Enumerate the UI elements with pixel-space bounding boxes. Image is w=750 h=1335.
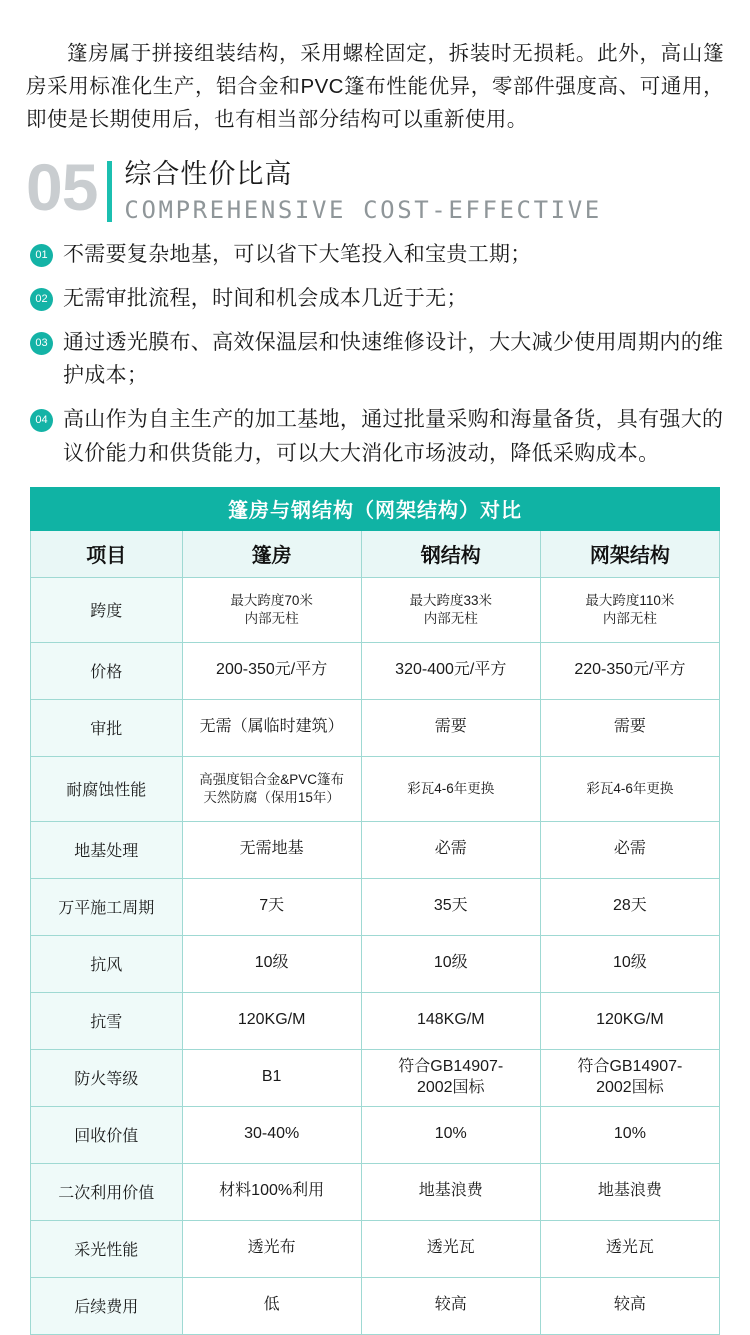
table-row-label: 回收价值 xyxy=(31,1106,183,1163)
table-header-cell: 项目 xyxy=(31,530,183,577)
table-cell: 120KG/M xyxy=(182,992,361,1049)
table-row xyxy=(31,1277,720,1334)
table-cell: 最大跨度110米 内部无柱 xyxy=(540,577,719,642)
table-cell: 材料100%利用 xyxy=(182,1163,361,1220)
table-row-label: 抗风 xyxy=(31,935,183,992)
list-item xyxy=(30,326,730,392)
table-cell: 无需地基 xyxy=(182,821,361,878)
table-row-label: 审批 xyxy=(31,699,183,756)
table-cell: 透光布 xyxy=(182,1220,361,1277)
list-item-badge: 03 xyxy=(30,332,53,355)
list-item xyxy=(30,403,730,469)
list-item xyxy=(30,238,730,271)
table-cell: 10% xyxy=(361,1106,540,1163)
list-item-text: 不需要复杂地基，可以省下大笔投入和宝贵工期； xyxy=(63,242,532,266)
table-cell: 需要 xyxy=(540,699,719,756)
section-number: 05 xyxy=(26,149,98,224)
table-cell: 必需 xyxy=(361,821,540,878)
table-row-label: 二次利用价值 xyxy=(31,1163,183,1220)
table-row-label: 万平施工周期 xyxy=(31,878,183,935)
table-cell: 透光瓦 xyxy=(361,1220,540,1277)
table-header-cell: 篷房 xyxy=(182,530,361,577)
table-header-cell: 网架结构 xyxy=(540,530,719,577)
section-title-group xyxy=(124,157,601,224)
table-cell: 148KG/M xyxy=(361,992,540,1049)
table-row-label: 抗雪 xyxy=(31,992,183,1049)
table-row xyxy=(31,756,720,821)
table-cell: 彩瓦4-6年更换 xyxy=(361,756,540,821)
list-item-badge: 04 xyxy=(30,409,53,432)
list-item-text: 无需审批流程，时间和机会成本几近于无； xyxy=(63,286,468,310)
table-cell: 地基浪费 xyxy=(540,1163,719,1220)
bullet-list xyxy=(0,232,750,470)
table-row-label: 防火等级 xyxy=(31,1049,183,1106)
table-cell: 30-40% xyxy=(182,1106,361,1163)
table-cell: 高强度铝合金&PVC篷布 天然防腐（保用15年） xyxy=(182,756,361,821)
table-cell: 最大跨度70米 内部无柱 xyxy=(182,577,361,642)
table-cell: 地基浪费 xyxy=(361,1163,540,1220)
table-cell: 需要 xyxy=(361,699,540,756)
table-cell: 10级 xyxy=(540,935,719,992)
table-cell: 必需 xyxy=(540,821,719,878)
table-row-label: 耐腐蚀性能 xyxy=(31,756,183,821)
section-title-en: COMPREHENSIVE COST-EFFECTIVE xyxy=(124,195,602,224)
table-cell: 200-350元/平方 xyxy=(182,642,361,699)
table-row xyxy=(31,1106,720,1163)
table-cell: 10级 xyxy=(361,935,540,992)
section-accent-bar xyxy=(107,161,112,222)
table-cell: 10级 xyxy=(182,935,361,992)
table-cell: 7天 xyxy=(182,878,361,935)
table-row xyxy=(31,577,720,642)
list-item-badge: 01 xyxy=(30,244,53,267)
table-cell: 220-350元/平方 xyxy=(540,642,719,699)
table-header-cell: 钢结构 xyxy=(361,530,540,577)
table-cell: 透光瓦 xyxy=(540,1220,719,1277)
table-cell: 28天 xyxy=(540,878,719,935)
table-row-label: 后续费用 xyxy=(31,1277,183,1334)
table-cell: 符合GB14907- 2002国标 xyxy=(361,1049,540,1106)
table-body xyxy=(31,487,720,1334)
table-cell: 最大跨度33米 内部无柱 xyxy=(361,577,540,642)
table-row-label: 跨度 xyxy=(31,577,183,642)
table-row-label: 价格 xyxy=(31,642,183,699)
table-row-label: 地基处理 xyxy=(31,821,183,878)
list-item-text: 高山作为自主生产的加工基地，通过批量采购和海量备货，具有强大的议价能力和供货能力，可以大大消化市场波动，降低采购成本。 xyxy=(63,408,724,465)
table-cell: B1 xyxy=(182,1049,361,1106)
comparison-table xyxy=(30,487,720,1335)
table-row-label: 采光性能 xyxy=(31,1220,183,1277)
table-row xyxy=(31,821,720,878)
table-row xyxy=(31,1049,720,1106)
table-row xyxy=(31,1220,720,1277)
table-row xyxy=(31,699,720,756)
section-header xyxy=(0,149,750,224)
table-cell: 35天 xyxy=(361,878,540,935)
table-cell: 彩瓦4-6年更换 xyxy=(540,756,719,821)
comparison-table-wrapper xyxy=(0,481,750,1335)
table-cell: 较高 xyxy=(361,1277,540,1334)
table-row xyxy=(31,878,720,935)
table-row xyxy=(31,992,720,1049)
table-cell: 320-400元/平方 xyxy=(361,642,540,699)
section-title-cn: 综合性价比高 xyxy=(124,158,293,189)
table-title: 篷房与钢结构（网架结构）对比 xyxy=(31,487,720,530)
table-header-row xyxy=(31,530,720,577)
table-title-row xyxy=(31,487,720,530)
intro-paragraph: 篷房属于拼接组装结构，采用螺栓固定，拆装时无损耗。此外，高山篷房采用标准化生产，铝合金和PVC篷布性能优异，零部件强度高、可通用，即使是长期使用后，也有相当部分结构可以重新使用。 xyxy=(26,41,724,131)
table-cell: 120KG/M xyxy=(540,992,719,1049)
list-item xyxy=(30,282,730,315)
table-cell: 低 xyxy=(182,1277,361,1334)
table-row xyxy=(31,935,720,992)
list-item-text: 通过透光膜布、高效保温层和快速维修设计，大大减少使用周期内的维护成本； xyxy=(63,331,724,388)
table-cell: 较高 xyxy=(540,1277,719,1334)
page-root xyxy=(0,21,750,1321)
table-row xyxy=(31,1163,720,1220)
table-cell: 符合GB14907- 2002国标 xyxy=(540,1049,719,1106)
table-row xyxy=(31,642,720,699)
list-item-badge: 02 xyxy=(30,288,53,311)
table-cell: 无需（属临时建筑） xyxy=(182,699,361,756)
table-cell: 10% xyxy=(540,1106,719,1163)
